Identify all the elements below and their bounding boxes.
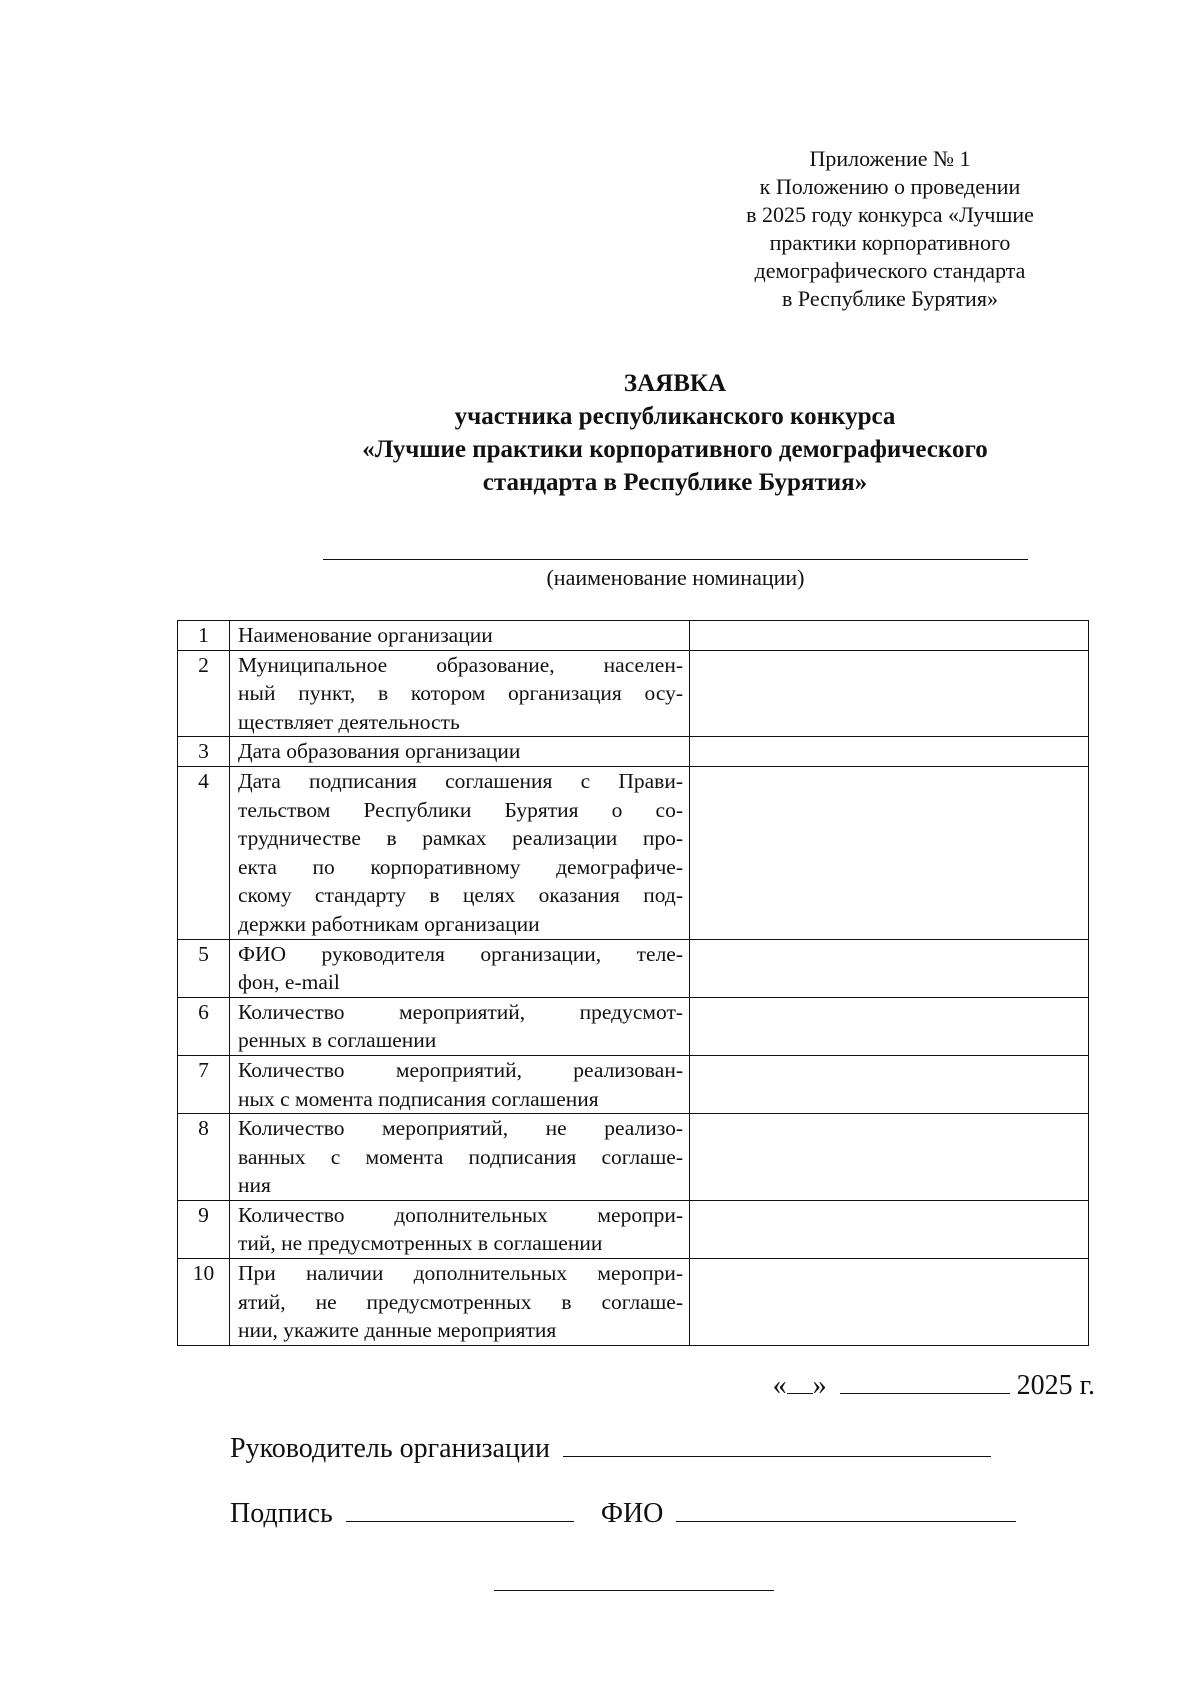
row-label-line: ществляет деятельность <box>238 709 460 734</box>
table-row <box>178 621 1089 651</box>
table-row <box>178 766 1089 939</box>
table-row <box>178 737 1089 767</box>
row-value-field[interactable] <box>690 1259 1089 1346</box>
row-label-line: тий, не предусмотренных в соглашении <box>238 1231 603 1256</box>
row-label-line: ФИО руководителя организации, теле- <box>238 941 683 966</box>
row-label-line: При наличии дополнительных меропри- <box>238 1261 683 1286</box>
row-label-line: Дата образования организации <box>238 739 521 764</box>
row-label-line: фон, e-mail <box>238 970 340 995</box>
sign-label: Подпись <box>230 1498 333 1529</box>
table-row <box>178 997 1089 1055</box>
row-number: 1 <box>178 621 230 651</box>
day-blank <box>787 1392 813 1394</box>
row-value-field[interactable] <box>690 1200 1089 1258</box>
row-label-line: ных с момента подписания соглашения <box>238 1086 599 1111</box>
row-label <box>230 997 690 1055</box>
date-open-quote: « <box>772 1370 787 1401</box>
row-number: 10 <box>178 1259 230 1346</box>
row-value-field[interactable] <box>690 997 1089 1055</box>
row-value-field[interactable] <box>690 650 1089 737</box>
row-label-line: Наименование организации <box>238 623 493 647</box>
nomination-blank-line <box>323 559 1028 560</box>
row-label-line: Количество мероприятий, не реализо- <box>238 1116 683 1141</box>
application-table <box>177 620 1089 1346</box>
row-label <box>230 1114 690 1201</box>
row-number: 8 <box>178 1114 230 1201</box>
name-blank <box>676 1520 1016 1522</box>
row-label-line: тельством Республики Бурятия о со- <box>238 797 683 822</box>
head-label: Руководитель организации <box>230 1433 550 1464</box>
sign-name-row <box>230 1497 1016 1531</box>
row-label <box>230 1259 690 1346</box>
row-number: 4 <box>178 766 230 939</box>
row-value-field[interactable] <box>690 1055 1089 1113</box>
head-blank <box>563 1455 991 1457</box>
row-value-field[interactable] <box>690 939 1089 997</box>
row-label-line: Дата подписания соглашения с Прави- <box>238 768 683 793</box>
month-blank <box>840 1392 1010 1394</box>
row-label-line: ный пункт, в котором организация осу- <box>238 681 683 706</box>
row-number: 6 <box>178 997 230 1055</box>
row-label <box>230 939 690 997</box>
row-label-line: Количество мероприятий, реализован- <box>238 1057 683 1082</box>
name-label: ФИО <box>600 1498 664 1529</box>
table-row <box>178 650 1089 737</box>
appendix-line: в Республике Бурятия» <box>782 286 998 311</box>
nomination-caption: (наименование номинации) <box>546 565 805 590</box>
document-title <box>150 367 1200 499</box>
row-label <box>230 650 690 737</box>
appendix-line: в 2025 году конкурса «Лучшие <box>746 202 1034 227</box>
appendix-line: к Положению о проведении <box>759 174 1021 199</box>
row-number: 3 <box>178 737 230 767</box>
row-number: 5 <box>178 939 230 997</box>
row-value-field[interactable] <box>690 1114 1089 1201</box>
row-label-line: ния <box>238 1173 271 1198</box>
row-label <box>230 737 690 767</box>
row-number: 2 <box>178 650 230 737</box>
row-value-field[interactable] <box>690 621 1089 651</box>
row-label-line: ятий, не предусмотренных в соглаше- <box>238 1289 683 1314</box>
table-row <box>178 1055 1089 1113</box>
head-signature-row <box>230 1432 991 1466</box>
row-label <box>230 621 690 651</box>
row-label-line: ванных с момента подписания соглаше- <box>238 1144 683 1169</box>
appendix-line: практики корпоративного <box>769 230 1011 255</box>
row-label <box>230 766 690 939</box>
row-label-line: нии, укажите данные мероприятия <box>238 1318 557 1343</box>
date-year: 2025 г. <box>1016 1370 1095 1401</box>
row-label <box>230 1200 690 1258</box>
table-row <box>178 1200 1089 1258</box>
date-close-quote: » <box>812 1370 827 1401</box>
table-row <box>178 1259 1089 1346</box>
row-label-line: Количество мероприятий, предусмот- <box>238 999 683 1024</box>
sign-blank <box>346 1520 574 1522</box>
row-value-field[interactable] <box>690 766 1089 939</box>
row-number: 7 <box>178 1055 230 1113</box>
table-row <box>178 939 1089 997</box>
row-label-line: Муниципальное образование, населен- <box>238 652 683 677</box>
date-line <box>620 1369 1095 1403</box>
row-label <box>230 1055 690 1113</box>
row-value-field[interactable] <box>690 737 1089 767</box>
title-line: «Лучшие практики корпоративного демографического <box>362 436 988 463</box>
row-label-line: скому стандарту в целях оказания под- <box>238 883 683 908</box>
row-label-line: держки работникам организации <box>238 911 540 936</box>
bottom-separator-line <box>494 1590 774 1591</box>
row-label-line: Количество дополнительных меропри- <box>238 1202 683 1227</box>
appendix-line: демографического стандарта <box>754 258 1026 283</box>
title-line: стандарта в Республике Бурятия» <box>482 469 868 496</box>
table-row <box>178 1114 1089 1201</box>
row-label-line: трудничестве в рамках реализации про- <box>238 826 683 851</box>
title-line: ЗАЯВКА <box>623 370 727 397</box>
row-label-line: екта по корпоративному демографиче- <box>238 854 683 879</box>
title-line: участника республиканского конкурса <box>454 403 896 430</box>
row-number: 9 <box>178 1200 230 1258</box>
appendix-header <box>720 145 1060 313</box>
row-label-line: ренных в соглашении <box>238 1028 437 1053</box>
appendix-line: Приложение № 1 <box>809 146 971 171</box>
